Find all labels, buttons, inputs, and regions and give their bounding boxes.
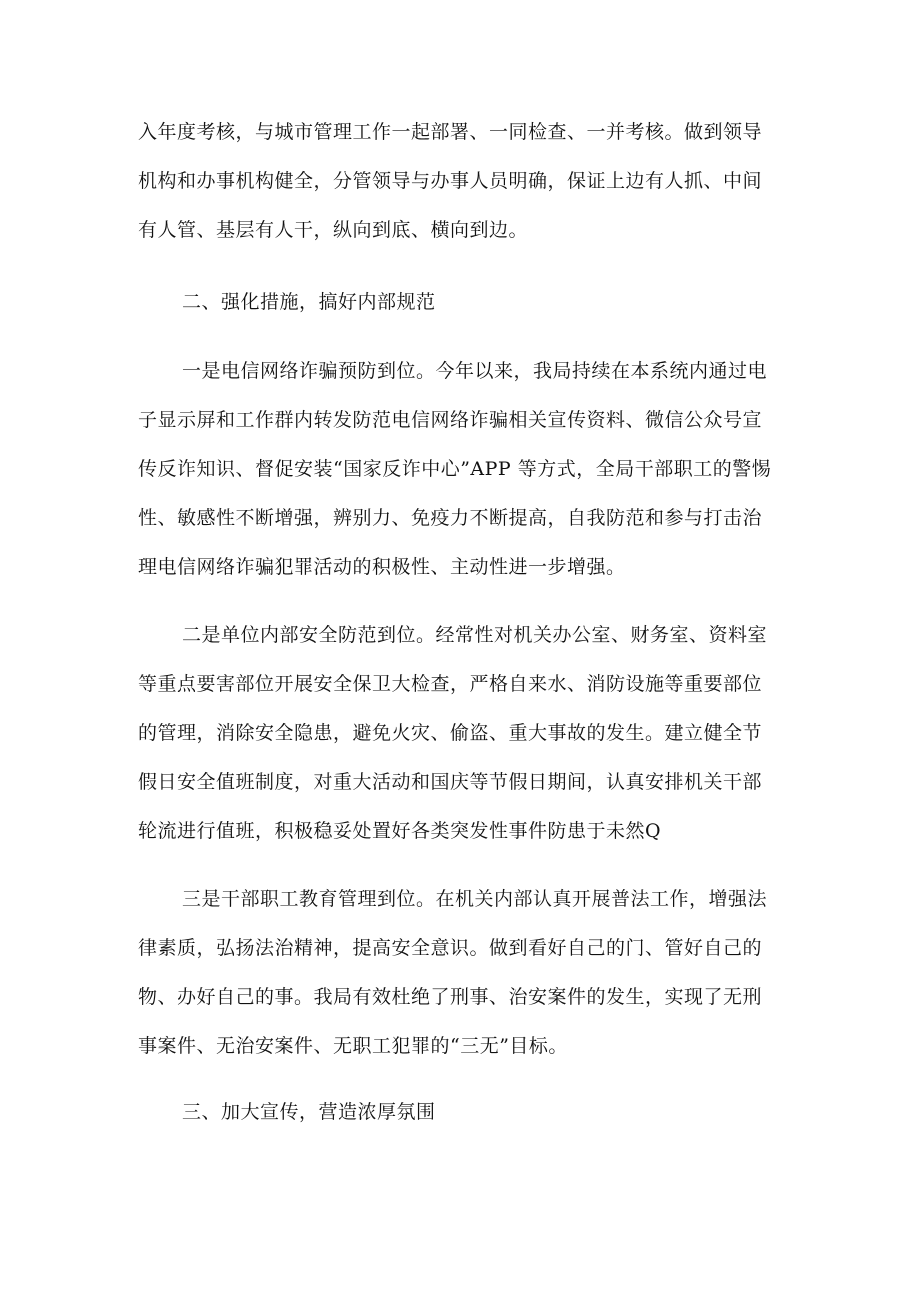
text-line: 轮流进行值班，积极稳妥处置好各类突发性事件防患于未然Q [138,820,662,842]
text-line: 事案件、无治安案件、无职工犯罪的“三无”目标。 [138,1035,568,1057]
text-line: 一是电信网络诈骗预防到位。今年以来，我局持续在本系统内通过电 [182,360,768,382]
text-line: 入年度考核，与城市管理工作一起部署、一同检查、一并考核。做到领导 [138,121,763,143]
text-line: 子显示屏和工作群内转发防范电信网络诈骗相关宣传资料、微信公众号宣 [138,409,763,431]
text-line: 三是干部职工教育管理到位。在机关内部认真开展普法工作，增强法 [182,888,768,910]
text-line: 物、办好自己的事。我局有效杜绝了刑事、治安案件的发生，实现了无刑 [138,986,763,1008]
text-line: 理电信网络诈骗犯罪活动的积极性、主动性进一步增强。 [138,556,626,578]
text-line: 等重点要害部位开展安全保卫大检查，严格自来水、消防设施等重要部位 [138,673,763,695]
text-line: 性、敏感性不断增强，辨别力、免疫力不断提高，自我防范和参与打击治 [138,507,763,529]
text-line: 的管理，消除安全隐患，避免火灾、偷盗、重大事故的发生。建立健全节 [138,722,763,744]
text-line: 传反诈知识、督促安装“国家反诈中心”APP 等方式，全局干部职工的警惕 [138,458,772,480]
text-line: 二是单位内部安全防范到位。经常性对机关办公室、财务室、资料室 [182,624,768,646]
text-line: 假日安全值班制度，对重大活动和国庆等节假日期间，认真安排机关干部 [138,771,763,793]
text-line: 律素质，弘扬法治精神，提高安全意识。做到看好自己的门、管好自己的 [138,937,763,959]
heading-line: 二、强化措施，搞好内部规范 [182,291,436,313]
heading-line: 三、加大宣传，营造浓厚氛围 [182,1101,436,1123]
text-line: 机构和办事机构健全，分管领导与办事人员明确，保证上边有人抓、中间 [138,170,763,192]
text-line: 有人管、基层有人干，纵向到底、横向到边。 [138,219,529,241]
